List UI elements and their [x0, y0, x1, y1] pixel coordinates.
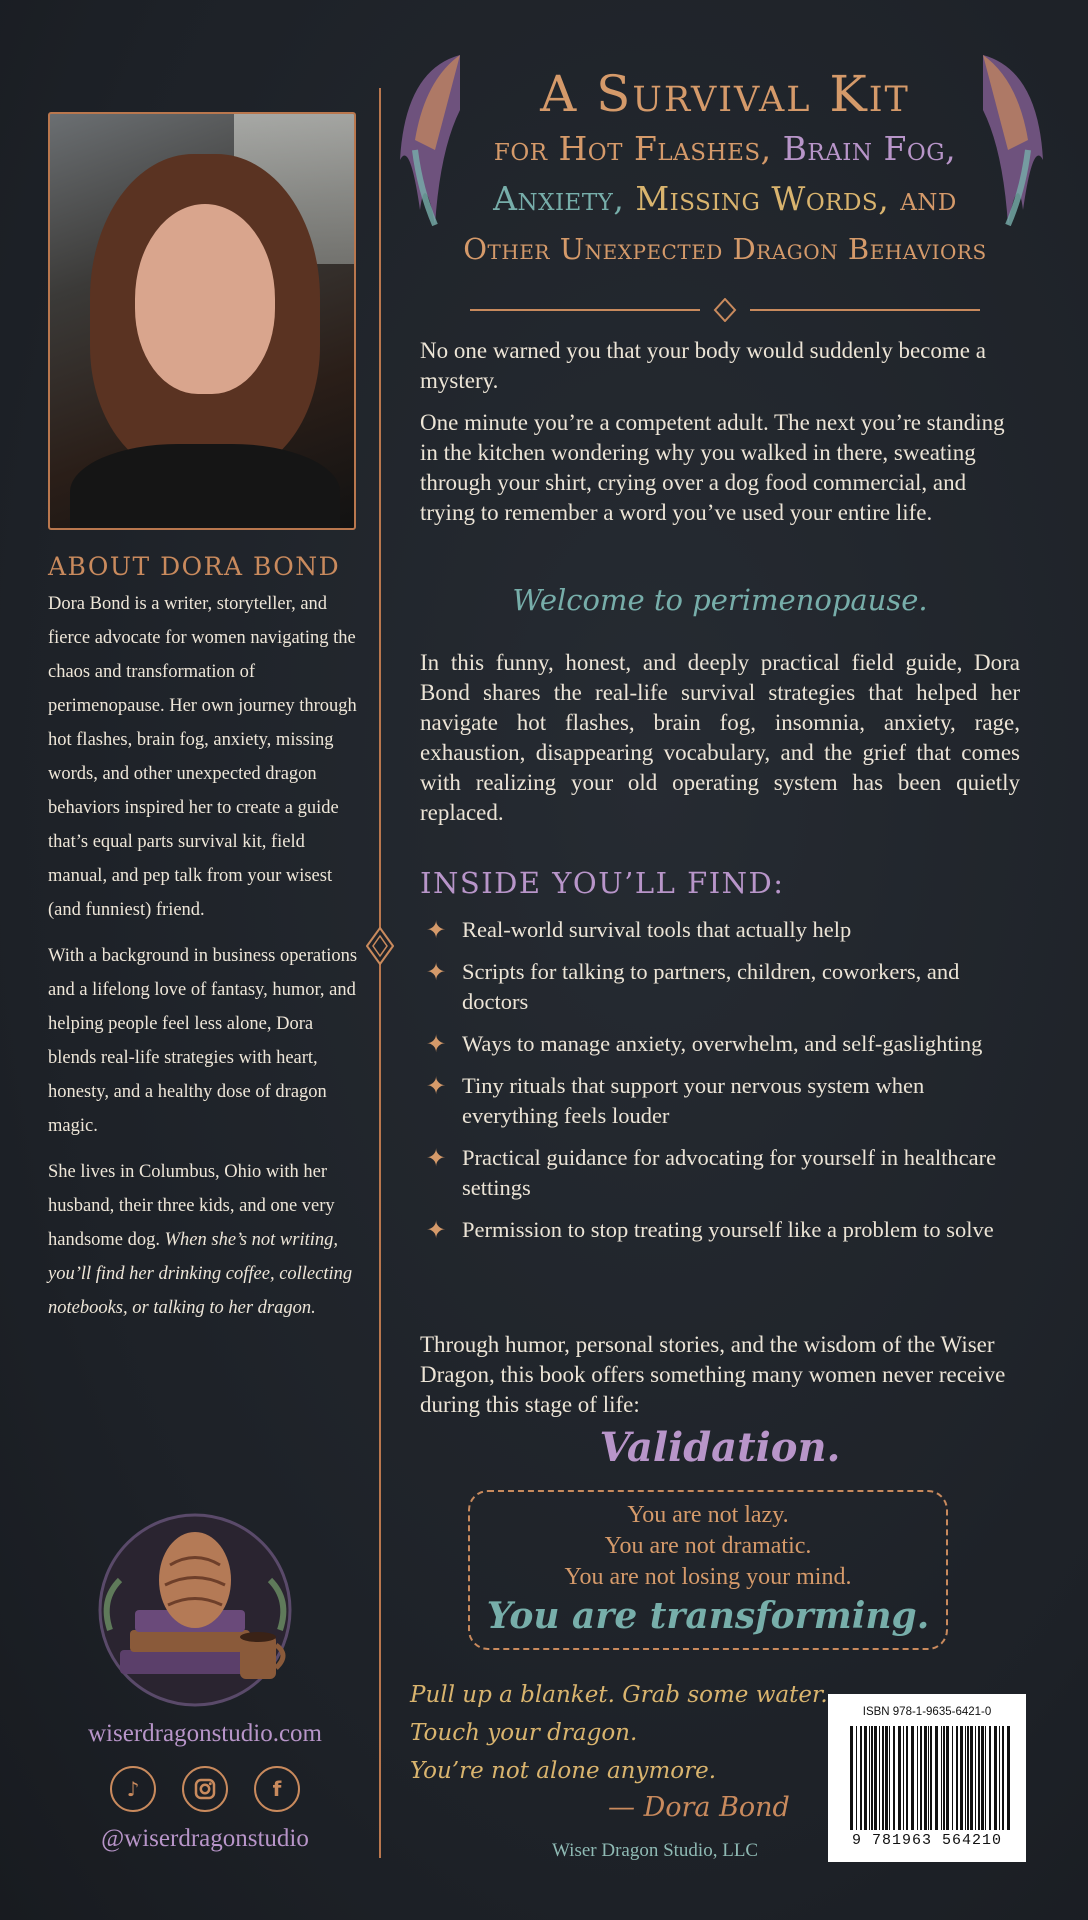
title-line-3: Anxiety, Missing Words, and	[493, 179, 957, 218]
barcode-bar	[994, 1726, 997, 1830]
barcode-bar	[978, 1726, 980, 1830]
barcode-bar	[970, 1726, 973, 1830]
list-item: ✦ Real-world survival tools that actually help	[426, 916, 852, 944]
barcode-bar	[917, 1726, 918, 1830]
isbn-barcode	[828, 1694, 1026, 1862]
social-icons	[110, 1766, 300, 1812]
divider-diamond-ornament	[366, 927, 394, 965]
intro-paragraph-1: No one warned you that your body would suddenly become a mystery.	[420, 338, 986, 393]
barcode-bar	[935, 1726, 938, 1830]
list-item: ✦ Ways to manage anxiety, overwhelm, and self-gaslighting	[426, 1030, 983, 1058]
bio-paragraph-2: With a background in business operations and a lifelong love of fantasy, humor, and helping people feel less alone, Dora blends real-life strategies with heart, honesty, and a healthy dose of dragon magic.	[48, 946, 358, 1136]
author-signature: — Dora Bond	[608, 1792, 790, 1823]
barcode-bar	[930, 1726, 932, 1830]
barcode-bar	[924, 1726, 927, 1830]
barcode-bar	[1007, 1726, 1010, 1830]
barcode-bar	[965, 1726, 966, 1830]
barcode-bars	[850, 1726, 1010, 1830]
intro-paragraph-3: In this funny, honest, and deeply practical field guide, Dora Bond shares the real-life survival strategies that helped her navigate hot flashes, brain fog, insomnia, anxiety, rage, exhaustion, disappearing vocabulary, and the grief that comes with realizing your old operating system has been quietly replaced.	[420, 650, 1020, 825]
about-heading: ABOUT DORA BOND	[48, 552, 341, 581]
barcode-bar	[856, 1726, 857, 1830]
closing-lines: Pull up a blanket. Grab some water. Touch your dragon. You’re not alone anymore.	[410, 1682, 828, 1784]
isbn-label: ISBN 978-1-9635-6421-0	[862, 1706, 992, 1718]
sparkle-icon: ✦	[426, 1030, 447, 1058]
social-handle[interactable]: @wiserdragonstudio	[101, 1825, 309, 1852]
book-title	[395, 50, 1055, 340]
author-column	[48, 112, 358, 1337]
barcode-bar	[1002, 1726, 1004, 1830]
tiktok-icon[interactable]: ♪	[110, 1766, 156, 1812]
sparkle-icon: ✦	[426, 1216, 447, 1244]
barcode-bar	[952, 1726, 953, 1830]
title-line-1: A Survival Kit	[540, 65, 910, 123]
barcode-bar	[850, 1726, 853, 1830]
barcode-bar	[960, 1726, 963, 1830]
sparkle-icon: ✦	[426, 1144, 447, 1172]
barcode-bar	[981, 1726, 984, 1830]
list-item: ✦ Tiny rituals that support your nervous system when everything feels louder	[426, 1071, 1026, 1131]
dragon-egg-books-emblem	[80, 1510, 310, 1710]
barcode-bar	[871, 1726, 873, 1830]
website-link[interactable]: wiserdragonstudio.com	[88, 1720, 322, 1747]
barcode-bar	[928, 1726, 929, 1830]
barcode-bar	[943, 1726, 945, 1830]
barcode-bar	[999, 1726, 1000, 1830]
barcode-bar	[956, 1726, 958, 1830]
barcode-bar	[920, 1726, 922, 1830]
barcode-bar	[879, 1726, 880, 1830]
title-line-4: Other Unexpected Dragon Behaviors	[463, 232, 987, 266]
outro-paragraph: Through humor, personal stories, and the wisdom of the Wiser Dragon, this book offers something many women never receive during this stage of life:	[420, 1332, 1006, 1417]
publisher-name: Wiser Dragon Studio, LLC	[552, 1840, 759, 1861]
affirmation-line: You are not losing your mind.	[564, 1564, 852, 1590]
bio-paragraph-3: She lives in Columbus, Ohio with her husband, their three kids, and one very handsome dog. When she’s not writing, you’ll find her drinking coffee, collecting notebooks, or talking to her dragon.	[48, 1162, 353, 1318]
isbn-digits: 9 781963 564210	[851, 1832, 1003, 1849]
barcode-bar	[889, 1726, 890, 1830]
barcode-bar	[985, 1726, 986, 1830]
instagram-icon[interactable]	[182, 1766, 228, 1812]
barcode-bar	[882, 1726, 884, 1830]
intro-paragraph-2: One minute you’re a competent adult. The next you’re standing in the kitchen wondering why you walked in there, sweating through your shirt, crying over a dog food commercial, and trying to remember a word you’ve used your entire life.	[420, 410, 1005, 525]
author-bio	[48, 587, 358, 1325]
list-item: ✦ Practical guidance for advocating for yourself in healthcare settings	[426, 1143, 1026, 1203]
barcode-bar	[941, 1726, 942, 1830]
facebook-icon[interactable]: f	[254, 1766, 300, 1812]
sparkle-icon: ✦	[426, 916, 447, 944]
inside-heading: INSIDE YOU’LL FIND:	[420, 866, 785, 900]
affirmation-box	[468, 1490, 948, 1650]
barcode-bar	[885, 1726, 888, 1830]
barcode-bar	[874, 1726, 877, 1830]
title-underline-ornament	[470, 298, 980, 322]
title-line-2: for Hot Flashes, Brain Fog,	[493, 129, 957, 168]
barcode-bar	[898, 1726, 901, 1830]
validation-heading: Validation.	[599, 1424, 841, 1471]
barcode-bar	[967, 1726, 969, 1830]
list-item: ✦ Permission to stop treating yourself like a problem to solve	[426, 1216, 994, 1244]
affirmation-line: You are not dramatic.	[604, 1533, 812, 1559]
sparkle-icon: ✦	[426, 1072, 447, 1100]
vertical-divider	[378, 88, 382, 1858]
bio-paragraph-1: Dora Bond is a writer, storyteller, and fierce advocate for women navigating the chaos and transformation of perimenopause. Her own journey through hot flashes, brain fog, anxiety, missing words, and other unexpected dragon behaviors inspired her to create a guide that’s equal parts survival kit, field manual, and pep talk from your wisest (and funniest) friend.	[48, 594, 357, 920]
list-item: ✦ Scripts for talking to partners, children, coworkers, and doctors	[426, 957, 1026, 1017]
welcome-heading: Welcome to perimenopause.	[512, 583, 928, 617]
inside-list	[426, 915, 1026, 1257]
barcode-bar	[946, 1726, 949, 1830]
affirmation-line: You are not lazy.	[627, 1502, 789, 1528]
sparkle-icon: ✦	[426, 958, 447, 986]
author-photo	[48, 112, 356, 530]
barcode-bar	[975, 1726, 976, 1830]
barcode-bar	[869, 1726, 870, 1830]
barcode-bar	[860, 1726, 862, 1830]
affirmation-final: You are transforming.	[486, 1595, 930, 1637]
barcode-bar	[989, 1726, 991, 1830]
barcode-bar	[903, 1726, 904, 1830]
barcode-bar	[893, 1726, 895, 1830]
barcode-bar	[911, 1726, 914, 1830]
barcode-bar	[864, 1726, 867, 1830]
barcode-bar	[906, 1726, 908, 1830]
